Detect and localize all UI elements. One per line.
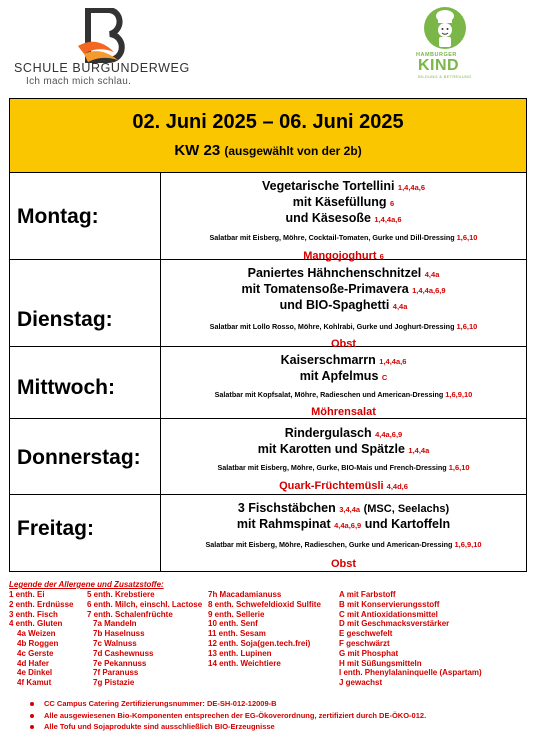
legend-column-allergens-2 — [87, 590, 202, 688]
legend-item: 3 enth. Fisch — [9, 609, 58, 619]
legend-item: C mit Antioxidationsmittel — [339, 609, 438, 619]
legend-item: 4a Weizen — [17, 629, 56, 639]
allergen-codes: 6 — [390, 199, 395, 208]
meal-line — [161, 426, 526, 442]
dessert-line — [161, 550, 526, 571]
school-name: SCHULE BURGUNDERWEG — [14, 61, 190, 75]
dessert-line — [161, 400, 526, 419]
day-name: Dienstag: — [10, 260, 161, 346]
salad-text: Salatbar mit Lollo Rosso, Möhre, Kohlrabi, Gurke und Joghurt-Dressing — [209, 322, 455, 331]
day-row-friday — [10, 495, 526, 571]
allergen-codes: 4,4a — [392, 302, 408, 311]
partner-logo — [414, 6, 476, 80]
salad-text: Salatbar mit Eisberg, Möhre, Radieschen, Gurke und American-Dressing — [205, 540, 453, 549]
legend-item: 13 enth. Lupinen — [208, 648, 272, 658]
meal-text: 3 Fischstäbchen — [237, 501, 336, 515]
legend-item: 4f Kamut — [17, 678, 52, 688]
allergen-codes: 3,4,4a — [339, 505, 361, 514]
partner-name-main: KIND — [418, 57, 460, 74]
meal-extra: und Kartoffeln — [364, 517, 451, 531]
legend-column-allergens-1 — [9, 590, 73, 688]
meal-text: mit Apfelmus — [299, 369, 379, 383]
footnote-bio: Alle ausgewiesenen Bio-Komponenten entsprechen der EG-Ökoverordnung, zertifiziert durch DE-ÖKO-012. — [30, 710, 426, 722]
allergen-codes: 1,6,10 — [456, 233, 478, 242]
allergen-codes: 6 — [379, 252, 384, 261]
menu-table — [9, 98, 527, 572]
legend-item: 7g Pistazie — [93, 678, 135, 688]
allergen-codes: 4,4a — [424, 270, 440, 279]
legend-item: 9 enth. Sellerie — [208, 609, 265, 619]
allergen-codes: 4,4a,6,9 — [334, 521, 362, 530]
week-number — [10, 134, 526, 159]
allergen-codes: 1,6,10 — [456, 322, 478, 331]
day-name: Mittwoch: — [10, 347, 161, 418]
day-row-wednesday — [10, 347, 526, 419]
partner-tagline: BILDUNG & BETREUUNG — [418, 74, 472, 79]
legend-item: 4b Roggen — [17, 638, 59, 648]
legend-item: 7a Mandeln — [93, 619, 137, 629]
legend-item: E geschwefelt — [339, 629, 393, 639]
allergen-codes: 1,6,9,10 — [454, 540, 482, 549]
legend-item: 7f Paranuss — [93, 668, 139, 678]
salad-line — [161, 458, 526, 473]
allergen-codes: 4,4a,6,9 — [375, 430, 403, 439]
meal-text: und BIO-Spaghetti — [279, 298, 390, 312]
meal-text: Vegetarische Tortellini — [261, 179, 395, 193]
allergen-codes: 1,4,4a — [408, 446, 430, 455]
week-selection: (ausgewählt von der 2b) — [224, 144, 362, 158]
day-row-monday — [10, 173, 526, 260]
legend-item: 7b Haselnuss — [93, 629, 145, 639]
week-dates: 02. Juni 2025 – 06. Juni 2025 — [132, 111, 404, 133]
footnotes — [30, 698, 426, 733]
salad-line — [161, 227, 526, 243]
day-menu — [161, 419, 526, 494]
legend-item: 7 enth. Schalenfrüchte — [87, 609, 173, 619]
day-menu — [161, 347, 526, 418]
day-menu — [161, 495, 526, 571]
allergen-codes: 4,4d,6 — [386, 482, 408, 491]
meal-text: mit Rahmspinat — [236, 517, 331, 531]
salad-text: Salatbar mit Kopfsalat, Möhre, Radieschen und American-Dressing — [214, 390, 444, 399]
meal-line — [161, 211, 526, 227]
legend-title: Legende der Allergene und Zusatzstoffe: — [9, 580, 164, 589]
dessert-text: Obst — [330, 338, 357, 350]
legend-item: 7c Walnuss — [93, 638, 137, 648]
dessert-text: Mangojoghurt — [303, 250, 377, 262]
meal-text: Rindergulasch — [284, 426, 372, 440]
legend-item: G mit Phosphat — [339, 648, 399, 658]
dessert-text: Quark-Früchtemüsli — [279, 480, 384, 492]
legend-item: 8 enth. Schwefeldioxid Sulfite — [208, 599, 321, 609]
meal-text: Kaiserschmarrn — [280, 353, 376, 367]
legend-item: 1 enth. Ei — [9, 590, 45, 599]
legend-item: 12 enth. Soja(gen.tech.frei) — [208, 638, 311, 648]
meal-extra: (MSC, Seelachs) — [363, 503, 450, 515]
day-name: Montag: — [10, 173, 161, 259]
dessert-line — [161, 473, 526, 493]
meal-text: mit Käsefüllung — [292, 195, 387, 209]
day-row-thursday — [10, 419, 526, 495]
salad-line — [161, 533, 526, 550]
meal-line — [161, 369, 526, 385]
meal-line — [161, 442, 526, 458]
meal-line — [161, 298, 526, 314]
meal-text: Paniertes Hähnchenschnitzel — [247, 266, 422, 280]
meal-line — [161, 517, 526, 533]
partner-name-top: HAMBURGER — [416, 52, 457, 58]
day-name: Donnerstag: — [10, 419, 161, 494]
allergen-codes: 1,6,10 — [448, 463, 470, 472]
day-row-tuesday — [10, 260, 526, 350]
legend-item: 7e Pekannuss — [93, 658, 147, 668]
legend-item: 7d Cashewnuss — [93, 648, 154, 658]
allergen-codes: 1,4,4a,6 — [397, 183, 426, 192]
allergen-codes: 1,4,4a,6 — [374, 215, 402, 224]
dessert-text: Obst — [330, 558, 357, 570]
legend-item: 2 enth. Erdnüsse — [9, 599, 74, 609]
meal-line — [161, 353, 526, 369]
legend-item: 4c Gerste — [17, 648, 54, 658]
meal-line — [161, 266, 526, 282]
salad-text: Salatbar mit Eisberg, Möhre, Gurke, BIO-Mais und French-Dressing — [217, 463, 447, 472]
legend-item: 6 enth. Milch, einschl. Lactose — [87, 599, 203, 609]
week-header — [10, 99, 526, 173]
meal-line — [161, 282, 526, 298]
allergen-codes: 1,6,9,10 — [445, 390, 473, 399]
school-logo-b-icon — [74, 8, 134, 64]
meal-text: mit Karotten und Spätzle — [257, 442, 405, 456]
legend-item: D mit Geschmacksverstärker — [339, 619, 450, 629]
day-menu — [161, 260, 526, 350]
chef-kid-icon — [414, 6, 476, 52]
legend-column-additives — [339, 590, 482, 688]
footnote-certification: CC Campus Catering Zertifizierungsnummer: DE-SH-012-12009-B — [30, 698, 426, 710]
salad-text: Salatbar mit Eisberg, Möhre, Cocktail-Tomaten, Gurke und Dill-Dressing — [209, 233, 455, 242]
dessert-text: Möhrensalat — [311, 406, 376, 418]
meal-line — [161, 179, 526, 195]
meal-text: mit Tomatensoße-Primavera — [241, 282, 409, 296]
legend-item: 4e Dinkel — [17, 668, 53, 678]
salad-line — [161, 314, 526, 332]
legend-item: 5 enth. Krebstiere — [87, 590, 155, 599]
day-name: Freitag: — [10, 495, 161, 571]
legend-item: 10 enth. Senf — [208, 619, 258, 629]
school-slogan: Ich mach mich schlau. — [26, 76, 132, 87]
day-menu — [161, 173, 526, 262]
allergen-codes: 1,4,4a,6,9 — [412, 286, 446, 295]
legend-item: B mit Konservierungsstoff — [339, 599, 440, 609]
legend-item: A mit Farbstoff — [339, 590, 396, 599]
meal-text: und Käsesoße — [285, 211, 371, 225]
legend-item: J gewachst — [339, 678, 383, 688]
meal-line — [161, 195, 526, 211]
meal-line — [161, 501, 526, 517]
week-kw: KW 23 — [174, 142, 221, 159]
legend-item: 4 enth. Gluten — [9, 619, 63, 629]
salad-line — [161, 385, 526, 400]
legend-item: 11 enth. Sesam — [208, 629, 266, 639]
legend-item: 7h Macadamianuss — [208, 590, 282, 599]
allergen-codes: C — [381, 373, 388, 382]
legend-item: I enth. Phenylalaninquelle (Aspartam) — [339, 668, 482, 678]
legend-item: 4d Hafer — [17, 658, 50, 668]
legend-item: F geschwärzt — [339, 638, 390, 648]
legend-column-allergens-3 — [208, 590, 321, 668]
school-logo — [14, 8, 190, 87]
legend-item: 14 enth. Weichtiere — [208, 658, 281, 668]
footnote-soy: Alle Tofu und Sojaprodukte sind ausschließlich BIO-Erzeugnisse — [30, 721, 426, 733]
allergen-codes: 1,4,4a,6 — [379, 357, 407, 366]
legend-item: H mit Süßungsmitteln — [339, 658, 422, 668]
